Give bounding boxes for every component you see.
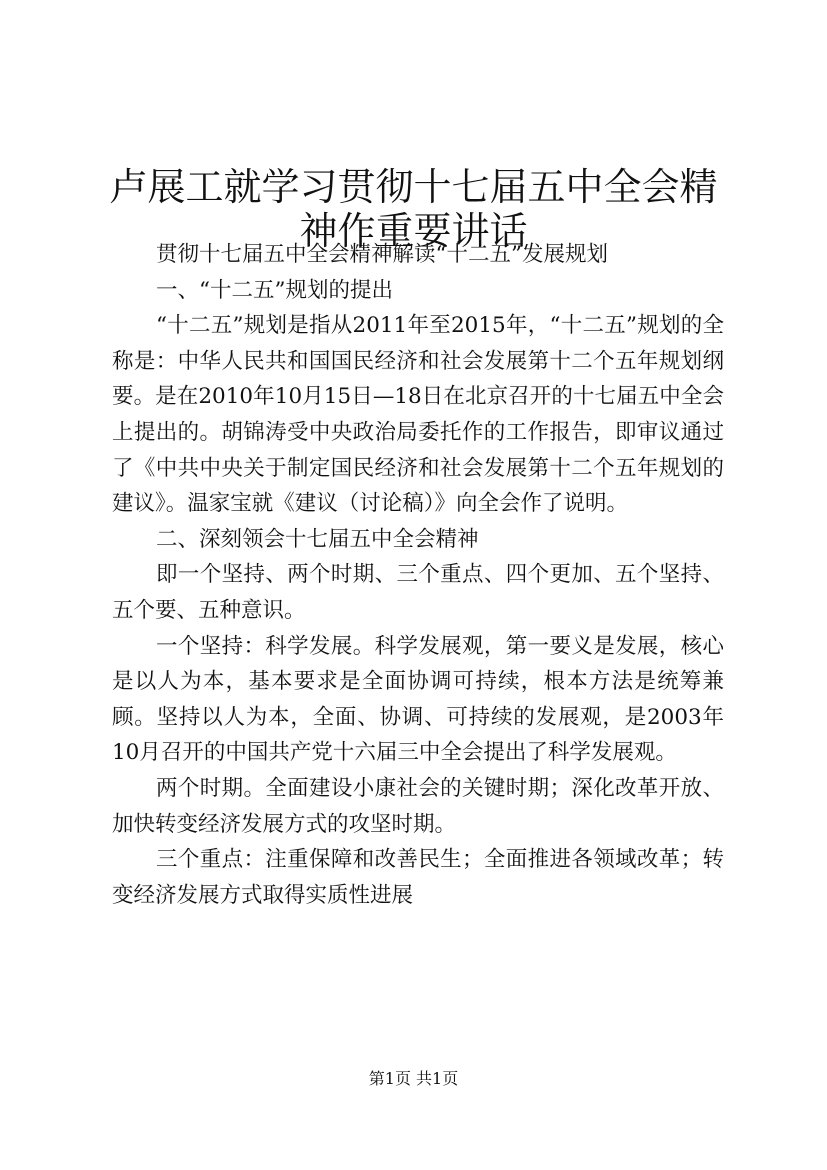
- paragraph-heading: 贯彻十七届五中全会精神解读“十二五”发展规划: [156, 242, 608, 267]
- paragraph-two-periods: 两个时期。全面建设小康社会的关键时期；深化改革开放、加快转变经济发展方式的攻坚时期。: [112, 775, 724, 837]
- document-body: [112, 237, 724, 913]
- paragraph-three-priorities: 三个重点：注重保障和改善民生；全面推进各领域改革；转变经济发展方式取得实质性进展: [112, 847, 724, 908]
- page-footer: 第1页 共1页: [368, 1069, 459, 1088]
- document-title: 卢展工就学习贯彻十七届五中全会精神作重要讲话: [109, 165, 718, 254]
- section-heading-1: 一、“十二五”规划的提出: [156, 277, 393, 303]
- section-heading-2: 二、深刻领会十七届五中全会精神: [156, 526, 479, 552]
- paragraph-summary-list: 即一个坚持、两个时期、三个重点、四个更加、五个坚持、五个要、五种意识。: [112, 562, 724, 623]
- paragraph-plan-definition: “十二五”规划是指从2011年至2015年，“十二五”规划的全称是：中华人民共和国国民经济和社会发展第十二个五年规划纲要。是在2010年10月15日—18日在北京召开的十七届五中全会上提出的。胡锦涛受中央政治局委托作的工作报告，即审议通过了《中共中央关于制定国民经济和社会发展第十二个五年规划的建议》。温家宝就《建议（讨论稿）》向全会作了说明。: [112, 313, 724, 517]
- paragraph-one-adherence: 一个坚持：科学发展。科学发展观，第一要义是发展，核心是以人为本，基本要求是全面协调可持续，根本方法是统筹兼顾。坚持以人为本，全面、协调、可持续的发展观，是2003年10月召开的中国共产党十六届三中全会提出了科学发展观。: [112, 633, 724, 766]
